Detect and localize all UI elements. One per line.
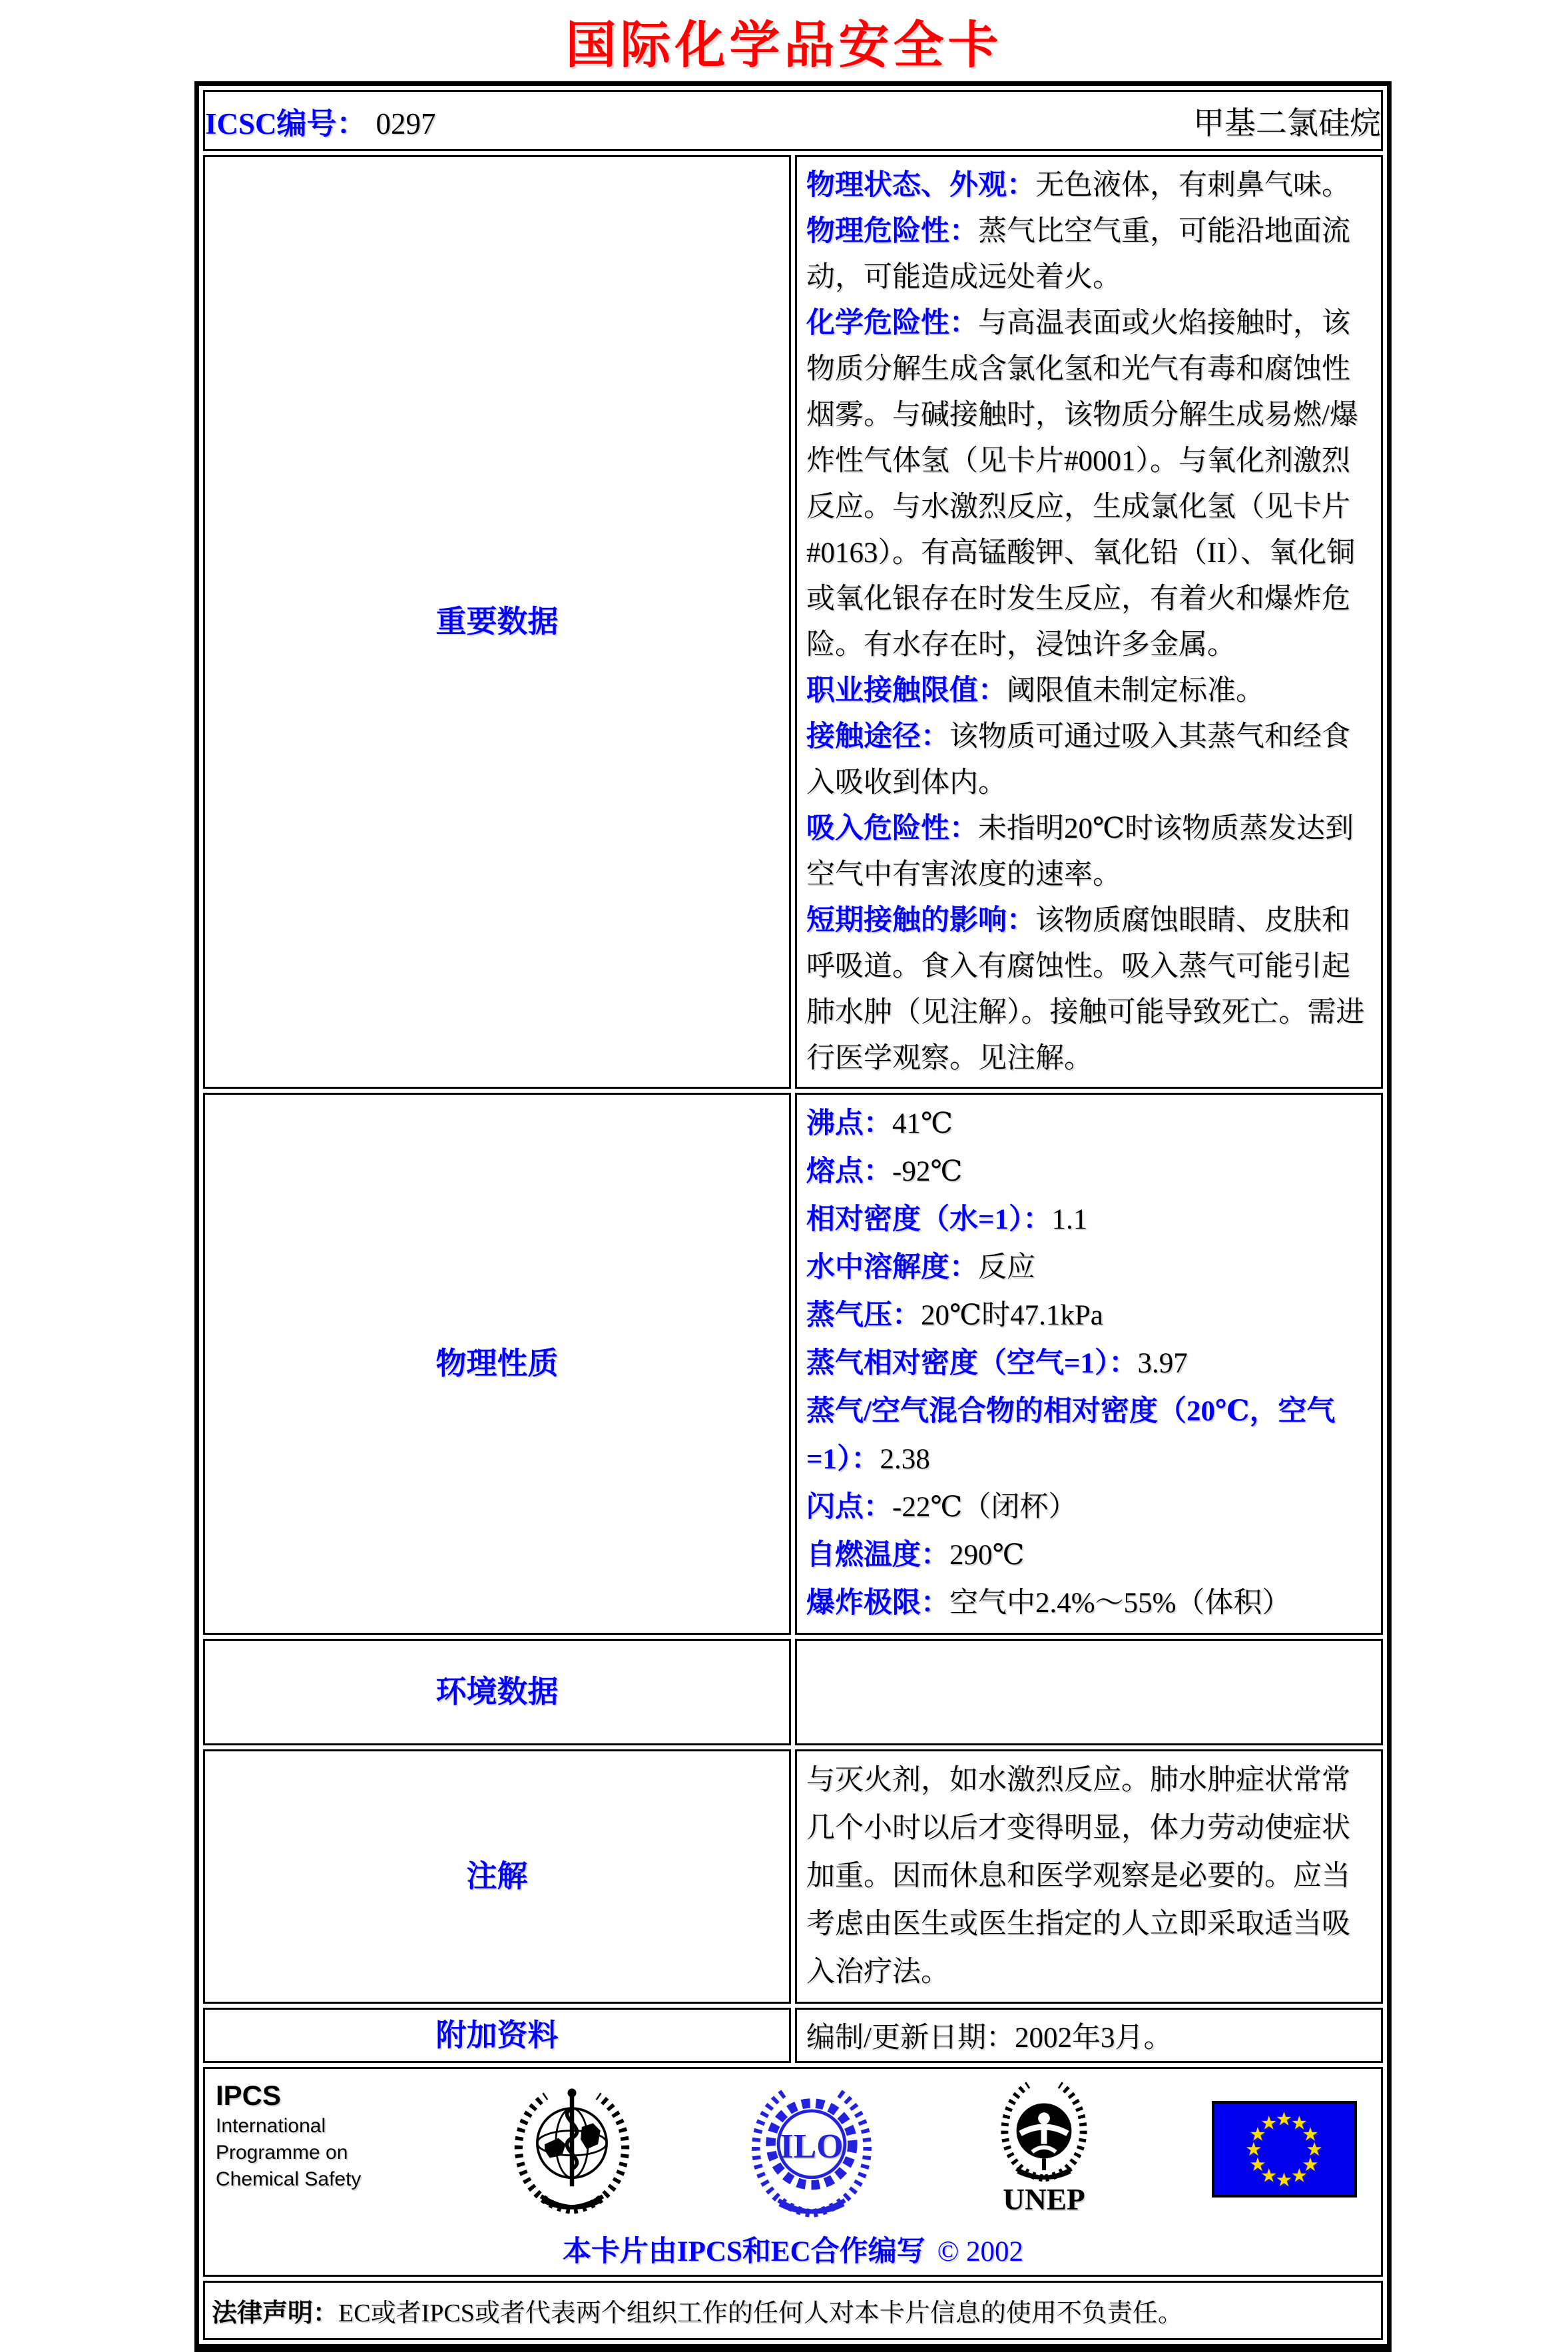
property-label: 蒸气/空气混合物的相对密度（20℃，空气=1）： [806, 1396, 1336, 1475]
property-field [806, 1340, 1372, 1388]
property-value: 1.1 [1051, 1204, 1088, 1235]
ipcs-abbr: IPCS [216, 2080, 282, 2111]
additional-info-row [203, 2008, 1383, 2063]
svg-text:★: ★ [1245, 2138, 1262, 2160]
ipcs-text-block [216, 2078, 395, 2193]
property-label: 相对密度（水=1）： [806, 1204, 1052, 1235]
property-value: 3.97 [1137, 1348, 1188, 1379]
header-row [203, 90, 1383, 151]
icsc-card-table [194, 81, 1392, 2352]
field-label: 物理危险性： [806, 216, 978, 247]
environmental-data-row [203, 1639, 1383, 1745]
data-field [806, 898, 1372, 1081]
logos-row [203, 2067, 1383, 2277]
physical-properties-content [795, 1093, 1383, 1635]
field-value: 该物质腐蚀眼睛、皮肤和呼吸道。食入有腐蚀性。吸入蒸气可能引起肺水肿（见注解）。接触可能导致死亡。需进行医学观察。见注解。 [806, 905, 1365, 1074]
physical-properties-row [203, 1093, 1383, 1635]
chemical-name: 甲基二氯硅烷 [1193, 106, 1381, 141]
svg-text:★: ★ [1302, 2122, 1319, 2145]
svg-text:★: ★ [1249, 2153, 1266, 2176]
svg-text:★: ★ [1290, 2112, 1308, 2134]
svg-text:★: ★ [1302, 2153, 1319, 2176]
important-data-row [203, 155, 1383, 1089]
environmental-data-label: 环境数据 [203, 1639, 791, 1745]
field-label: 短期接触的影响： [806, 905, 1035, 936]
svg-text:★: ★ [1275, 2168, 1293, 2191]
data-field [806, 668, 1372, 714]
important-data-label: 重要数据 [203, 155, 791, 1089]
svg-text:★: ★ [1275, 2108, 1293, 2130]
notes-row [203, 1749, 1383, 2004]
property-value: 20℃时47.1kPa [921, 1300, 1103, 1331]
data-field [806, 208, 1372, 300]
property-field [806, 1244, 1372, 1292]
field-label: 职业接触限值： [806, 675, 1007, 707]
copyright-text: © 2002 [937, 2236, 1024, 2267]
eu-flag-icon [1212, 2101, 1357, 2198]
property-label: 闪点： [806, 1492, 892, 1523]
field-value: 无色液体，有刺鼻气味。 [1035, 170, 1350, 201]
property-field [806, 1100, 1372, 1148]
property-value: 41℃ [892, 1108, 953, 1139]
logos-strip [212, 2078, 1374, 2219]
field-label: 化学危险性： [806, 308, 978, 339]
property-value: 空气中2.4%～55%（体积） [949, 1588, 1291, 1619]
property-value: -22℃（闭杯） [892, 1492, 1077, 1523]
data-field [806, 806, 1372, 898]
important-data-list [806, 162, 1372, 1081]
physical-properties-list [806, 1100, 1372, 1627]
notes-label: 注解 [203, 1749, 791, 2004]
legal-label: 法律声明： [212, 2299, 339, 2327]
svg-text:★: ★ [1306, 2138, 1323, 2160]
property-field [806, 1388, 1372, 1484]
header-cell [203, 90, 1383, 151]
caption-text: 本卡片由IPCS和EC合作编写 [562, 2236, 925, 2267]
property-value: 290℃ [949, 1540, 1025, 1571]
field-label: 吸入危险性： [806, 813, 978, 844]
property-field [806, 1532, 1372, 1580]
svg-text:★: ★ [1249, 2122, 1266, 2145]
field-label: 物理状态、外观： [806, 170, 1035, 201]
data-field [806, 162, 1372, 208]
environmental-data-content [795, 1639, 1383, 1745]
property-value: -92℃ [892, 1156, 963, 1187]
ipcs-line3: Chemical Safety [216, 2168, 362, 2190]
icsc-number-value: 0297 [376, 107, 436, 141]
field-value: 该物质可通过吸入其蒸气和经食入吸收到体内。 [806, 721, 1350, 798]
cooperation-caption [212, 2229, 1374, 2269]
property-field [806, 1292, 1372, 1340]
ipcs-line2: Programme on [216, 2142, 348, 2164]
legal-row [203, 2281, 1383, 2340]
svg-text:★: ★ [1260, 2112, 1278, 2134]
field-label: 接触途径： [806, 721, 949, 752]
property-label: 蒸气压： [806, 1300, 921, 1331]
property-label: 水中溶解度： [806, 1252, 978, 1283]
legal-text: EC或者IPCS或者代表两个组织工作的任何人对本卡片信息的使用不负责任。 [338, 2299, 1183, 2327]
field-value: 与高温表面或火焰接触时，该物质分解生成含氯化氢和光气有毒和腐蚀性烟雾。与碱接触时，该物质分解生成易燃/爆炸性气体氢（见卡片#0001）。与氧化剂激烈反应。与水激烈反应，生成氯化氢（见卡片#0163）。有高锰酸钾、氧化铅（II）、氧化铜或氧化银存在时发生反应，有着火和爆炸危险。有水存在时，浸蚀许多金属。 [806, 308, 1358, 661]
icsc-number-group [205, 99, 436, 143]
property-label: 熔点： [806, 1156, 892, 1187]
notes-content: 与灭火剂，如水激烈反应。肺水肿症状常常几个小时以后才变得明显，体力劳动使症状加重。因而休息和医学观察是必要的。应当考虑由医生或医生指定的人立即采取适当吸入治疗法。 [795, 1749, 1383, 2004]
property-field [806, 1580, 1372, 1627]
unep-logo-letters: UNEP [1002, 2183, 1085, 2217]
physical-properties-label: 物理性质 [203, 1093, 791, 1635]
logos-cell [203, 2067, 1383, 2277]
data-field [806, 714, 1372, 806]
ilo-logo-icon [748, 2080, 876, 2218]
page-title: 国际化学品安全卡 [565, 17, 1003, 74]
icsc-number-label: ICSC编号： [205, 107, 367, 141]
property-label: 自燃温度： [806, 1540, 949, 1571]
property-field [806, 1484, 1372, 1532]
data-field [806, 300, 1372, 668]
property-value: 2.38 [880, 1444, 930, 1475]
ilo-logo-letters: ILO [780, 2128, 844, 2166]
ipcs-line1: International [216, 2115, 326, 2137]
field-value: 蒸气比空气重，可能沿地面流动，可能造成远处着火。 [806, 216, 1350, 293]
property-value: 反应 [978, 1252, 1035, 1283]
property-field [806, 1148, 1372, 1196]
property-field [806, 1196, 1372, 1244]
field-value: 未指明20℃时该物质蒸发达到空气中有害浓度的速率。 [806, 813, 1354, 890]
field-value: 阈限值未制定标准。 [1007, 675, 1264, 707]
svg-text:★: ★ [1290, 2164, 1308, 2187]
svg-text:★: ★ [1260, 2164, 1278, 2187]
important-data-content [795, 155, 1383, 1089]
who-logo-icon [510, 2082, 634, 2216]
legal-cell [203, 2281, 1383, 2340]
unep-logo-icon [990, 2078, 1098, 2219]
property-label: 沸点： [806, 1108, 892, 1139]
additional-info-label: 附加资料 [203, 2008, 791, 2063]
property-label: 爆炸极限： [806, 1588, 949, 1619]
additional-info-content: 编制/更新日期：2002年3月。 [795, 2008, 1383, 2063]
property-label: 蒸气相对密度（空气=1）： [806, 1348, 1138, 1379]
